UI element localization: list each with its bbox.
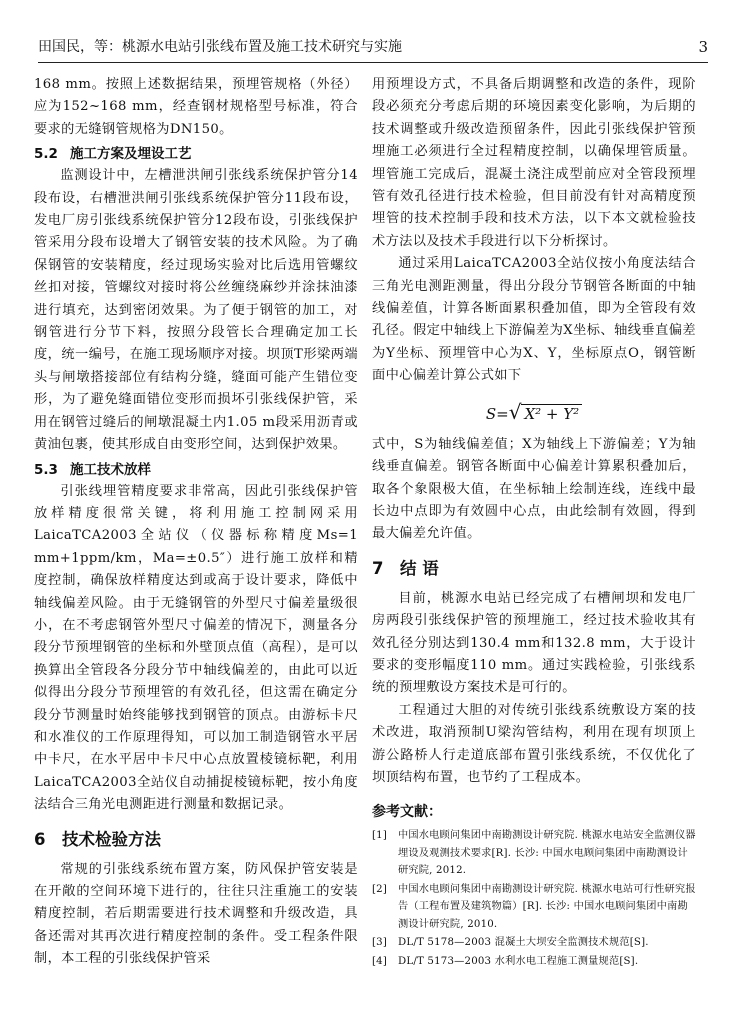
formula-radicand: X² + Y² <box>521 404 582 423</box>
section-number: 5.3 <box>34 461 58 478</box>
reference-text: 中国水电顾问集团中南勘测设计研究院. 桃源水电站可行性研究报告（工程布置及建筑物篇）[R]. 长沙: 中国水电顾问集团中南勘测设计研究院, 2010. <box>398 883 696 930</box>
section-title: 技术检验方法 <box>62 829 161 849</box>
section-number: 7 <box>372 558 384 578</box>
reference-item <box>372 934 696 952</box>
reference-number: [1] <box>372 830 388 842</box>
paragraph-construction-plan: 监测设计中，左槽泄洪闸引张线系统保护管分14段布设，右槽泄洪闸引张线系统保护管分11段布设，发电厂房引张线系统保护管分12段布设，引张线保护管采用分段布设增大了钢管安装的技术风险。为了确保钢管的安装精度，经过现场实验对比后选用管螺纹丝扣对接，管螺纹对接时将公丝缠绕麻纱并涂抹油漆进行填充，达到密闭效果。为了便于钢管的加工，对钢管进行分节下料，按照分段管长合理确定加工长度，统一编号，在施工现场顺序对接。坝顶T形梁两端头与闸墩搭接部位有结构分缝，缝面可能产生错位变形，为了避免缝面错位变形而损坏引张线保护管，采用在钢管过缝后的闸墩混凝土内1.05 m段采用沥青或黄油包裹，使其形成自由变形空间，达到保护效果。 <box>34 168 358 453</box>
paragraph-conclusion-1: 目前，桃源水电站已经完成了右槽闸坝和发电厂房两段引张线保护管的预埋施工，经过技术验收其有效孔径分别达到130.4 mm和132.8 mm，大于设计要求的变形幅度110 mm。通过实践检验，引张线系统的预埋敷设方案技术是可行的。 <box>372 590 696 696</box>
section-title: 施工方案及埋设工艺 <box>70 146 192 163</box>
paragraph-continued: 用预埋设方式，不具备后期调整和改造的条件，现阶段必须充分考虑后期的环境因素变化影响，为后期的技术调整或升级改造预留条件，因此引张线保护管预埋施工必须进行全过程精度控制，以确保埋管质量。埋管施工完成后，混凝土浇注成型前应对全管段预埋管有效孔径进行技术检验，但目前没有针对高精度预埋管的技术控制手段和技术方法，以下本文就检验技术方法以及技术手段进行以下分析探讨。 <box>372 77 696 249</box>
paragraph-intro: 168 mm。按照上述数据结果，预埋管规格（外径）应为152~168 mm，经查钢材规格型号标准，符合要求的无缝钢管规格为DN150。 <box>34 77 358 137</box>
reference-text: DL/T 5178—2003 混凝土大坝安全监测技术规范[S]. <box>398 937 649 949</box>
reference-item <box>372 881 696 934</box>
section-title: 施工技术放样 <box>70 461 151 478</box>
reference-list <box>372 827 696 970</box>
formula-lhs: S= <box>485 404 509 423</box>
paragraph-layout-staking: 引张线埋管精度要求非常高，因此引张线保护管放样精度很常关键，将利用施工控制网采用LaicaTCA2003全站仪（仪器标称精度Ms=1 mm+1ppm/km，Ma=±0.5″）进行施工放样和精度控制，确保放样精度达到或高于设计要求，降低中轴线偏差风险。由于无缝钢管的外型尺寸偏差量级很小，在不考虑钢管外型尺寸偏差的情况下，测量各分段分节预埋钢管的坐标和外壁顶点值（高程），是可以换算出全管段各分段分节中轴线偏差的，由此可以近似得出分段分节预埋管的有效孔径，但这需在确定分段分节测量时始终能够找到钢管的顶点。由游标卡尺和水准仪的工作原理得知，可以加工制造钢管水平居中卡尺，在水平居中卡尺中心点放置棱镜标靶，利用LaicaTCA2003全站仪自动捕捉棱镜标靶，按小角度法结合三角光电测距进行测量和数据记录。 <box>34 483 358 813</box>
sqrt-symbol: √ <box>508 399 522 424</box>
right-column <box>372 74 696 971</box>
reference-text: 中国水电顾问集团中南勘测设计研究院. 桃源水电站安全监测仪器埋设及观测技术要求[R]. 长沙: 中国水电顾问集团中南勘测设计研究院, 2012. <box>398 830 696 877</box>
paragraph-formula-explanation: 式中，S为轴线偏差值；X为轴线上下游偏差；Y为轴线垂直偏差。钢管各断面中心偏差计算累积叠加后，取各个象限极大值，在坐标轴上绘制连线，连线中最长边中点即为有效圆中心点，由此绘制有效圆，得到最大偏差允许值。 <box>372 436 696 542</box>
paragraph-conclusion-2: 工程通过大胆的对传统引张线系统敷设方案的技术改进，取消预制U梁沟管结构，利用在现有坝顶上游公路桥人行走道底部布置引张线系统，不仅优化了坝顶结构布置，也节约了工程成本。 <box>372 702 696 785</box>
running-head <box>38 34 708 63</box>
reference-number: [3] <box>372 937 388 949</box>
reference-number: [4] <box>372 955 388 967</box>
reference-item <box>372 953 696 971</box>
section-heading-7 <box>372 556 696 582</box>
formula-offset <box>372 398 696 428</box>
references-heading: 参考文献： <box>372 804 442 821</box>
page-number: 3 <box>698 38 708 56</box>
section-heading-5-3 <box>34 459 358 481</box>
reference-text: DL/T 5173—2003 水利水电工程施工测量规范[S]. <box>398 955 639 967</box>
section-number: 5.2 <box>34 146 58 163</box>
paragraph-measurement: 通过采用LaicaTCA2003全站仪按小角度法结合三角光电测距测量，得出分段分节钢管各断面的中轴线偏差值，计算各断面累积叠加值，即为全管段有效孔径。假定中轴线上下游偏差为X坐标、轴线垂直偏差为Y坐标、预埋管中心为X、Y，坐标原点O，钢管断面中心偏差计算公式如下 <box>372 256 696 384</box>
paragraph-inspection-method: 常规的引张线系统布置方案，防风保护管安装是在开敞的空间环境下进行的，往往只注重施工的安装精度控制，若后期需要进行技术调整和升级改造，具备还需对其再次进行精度控制的条件。受工程条件限制，本工程的引张线保护管采 <box>34 861 358 967</box>
running-title: 田国民，等：桃源水电站引张线布置及施工技术研究与实施 <box>38 39 402 55</box>
reference-item <box>372 827 696 880</box>
section-heading-6 <box>34 827 358 853</box>
section-heading-5-2 <box>34 143 358 165</box>
section-number: 6 <box>34 829 46 849</box>
reference-number: [2] <box>372 883 388 895</box>
left-column <box>34 74 358 971</box>
section-title: 结 语 <box>400 558 439 578</box>
